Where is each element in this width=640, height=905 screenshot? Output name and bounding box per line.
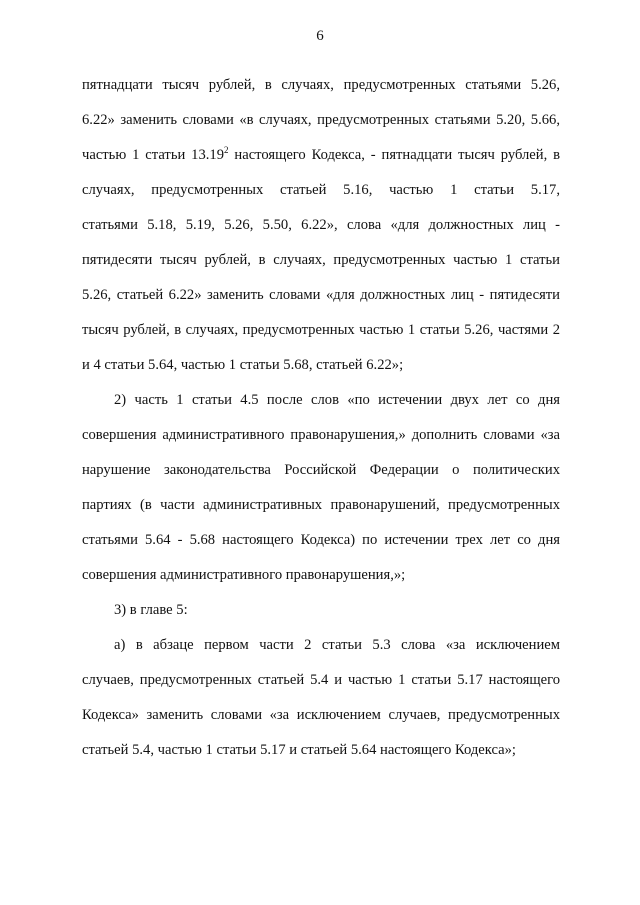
text-line: и 4 статьи 5.64, частью 1 статьи 5.68, статьей 6.22»;	[82, 357, 404, 373]
text-line: 3) в главе 5:	[114, 602, 188, 618]
text-line: статьей 5.4, частью 1 статьи 5.17 и статьей 5.64 настоящего Кодекса»;	[82, 742, 516, 758]
text-line: нарушение законодательства Российской Федерации о политических	[82, 462, 560, 478]
text-line: партиях (в части административных правонарушений, предусмотренных	[82, 497, 560, 513]
text-line: совершения административного правонарушения,» дополнить словами «за	[82, 427, 560, 443]
text-line: тысяч рублей, в случаях, предусмотренных частью 1 статьи 5.26, частями 2	[82, 322, 560, 338]
text-line: пятидесяти тысяч рублей, в случаях, предусмотренных частью 1 статьи	[82, 252, 560, 268]
text-line: Кодекса» заменить словами «за исключением случаев, предусмотренных	[82, 707, 560, 723]
text-line: случаев, предусмотренных статьей 5.4 и частью 1 статьи 5.17 настоящего	[82, 672, 560, 688]
text-line: случаях, предусмотренных статьей 5.16, частью 1 статьи 5.17,	[82, 182, 560, 198]
text-line: совершения административного правонарушения,»;	[82, 567, 406, 583]
text-fragment: частью 1 статьи 13.19	[82, 147, 225, 163]
text-line: пятнадцати тысяч рублей, в случаях, предусмотренных статьями 5.26,	[82, 77, 560, 93]
text-line: статьями 5.18, 5.19, 5.26, 5.50, 6.22», слова «для должностных лиц -	[82, 217, 560, 233]
text-line: статьями 5.64 - 5.68 настоящего Кодекса) по истечении трех лет со дня	[82, 532, 560, 548]
text-line: 6.22» заменить словами «в случаях, предусмотренных статьями 5.20, 5.66,	[82, 112, 560, 128]
text-line	[82, 146, 560, 164]
text-fragment: настоящего Кодекса, - пятнадцати тысяч рублей, в	[228, 147, 560, 163]
text-line: а) в абзаце первом части 2 статьи 5.3 слова «за исключением	[114, 637, 560, 653]
text-line: 2) часть 1 статьи 4.5 после слов «по истечении двух лет со дня	[114, 392, 560, 408]
superscript: 2	[224, 145, 229, 155]
text-line: 5.26, статьей 6.22» заменить словами «для должностных лиц - пятидесяти	[82, 287, 560, 303]
page-number: 6	[316, 28, 324, 44]
